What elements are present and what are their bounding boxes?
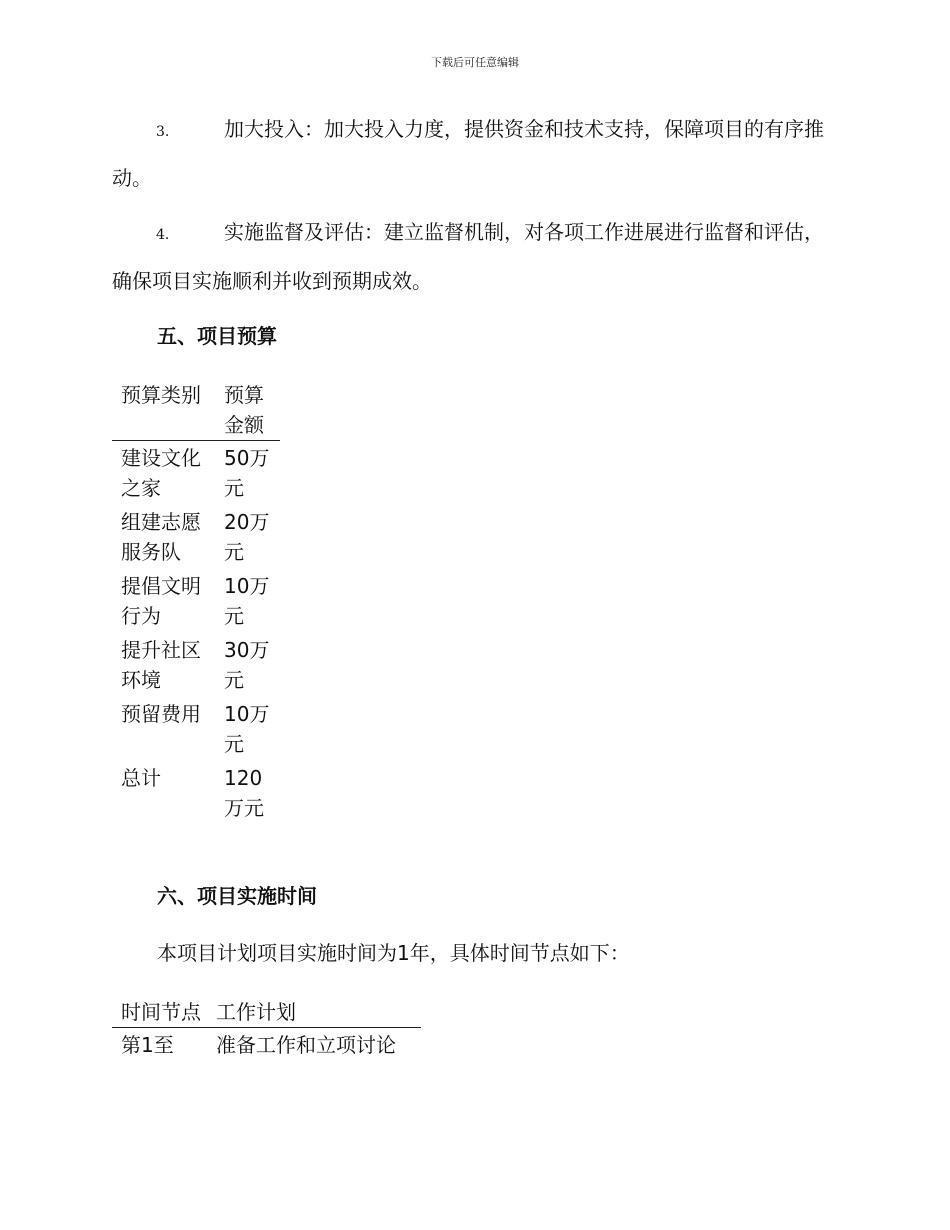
table-row — [112, 1028, 421, 1063]
table-row — [112, 633, 280, 697]
list-number: 4. — [156, 227, 170, 243]
table-cell: 准备工作和立项讨论 — [216, 1033, 396, 1057]
budget-table — [112, 378, 280, 825]
list-item-text: 实施监督及评估：建立监督机制，对各项工作进展进行监督和评估，确保项目实施顺利并收到预期成效。 — [112, 220, 824, 293]
section-title-timeline: 六、项目实施时间 — [157, 884, 317, 908]
list-item-4 — [112, 209, 832, 304]
section-title-budget: 五、项目预算 — [157, 324, 277, 348]
table-cell: 10万元 — [224, 574, 270, 628]
timeline-table — [112, 995, 421, 1062]
table-cell: 120万元 — [224, 766, 264, 820]
table-cell: 50万元 — [224, 446, 270, 500]
table-cell: 第1至 — [121, 1033, 174, 1057]
table-header-cell: 工作计划 — [207, 995, 421, 1028]
table-cell: 10万元 — [224, 702, 270, 756]
table-row — [112, 697, 280, 761]
section-intro: 本项目计划项目实施时间为1年，具体时间节点如下： — [157, 941, 630, 965]
header-note: 下载后可任意编辑 — [431, 56, 519, 69]
table-header-row — [112, 378, 280, 441]
table-header-row — [112, 995, 421, 1028]
table-header-cell: 时间节点 — [112, 995, 207, 1028]
table-row — [112, 569, 280, 633]
table-cell: 总计 — [121, 766, 161, 790]
table-cell: 建设文化之家 — [121, 446, 201, 500]
table-row — [112, 761, 280, 825]
table-cell: 预留费用 — [121, 702, 201, 726]
table-cell: 20万元 — [224, 510, 270, 564]
table-row — [112, 441, 280, 506]
table-cell: 提倡文明行为 — [121, 574, 201, 628]
list-item-text: 加大投入：加大投入力度，提供资金和技术支持，保障项目的有序推动。 — [112, 117, 824, 190]
list-item-3 — [112, 106, 832, 201]
table-cell: 提升社区环境 — [121, 638, 201, 692]
list-number: 3. — [156, 124, 170, 140]
table-row — [112, 505, 280, 569]
table-header-cell: 预算类别 — [112, 378, 215, 441]
table-header-cell: 预算金额 — [215, 378, 280, 441]
table-cell: 30万元 — [224, 638, 270, 692]
table-cell: 组建志愿服务队 — [121, 510, 201, 564]
